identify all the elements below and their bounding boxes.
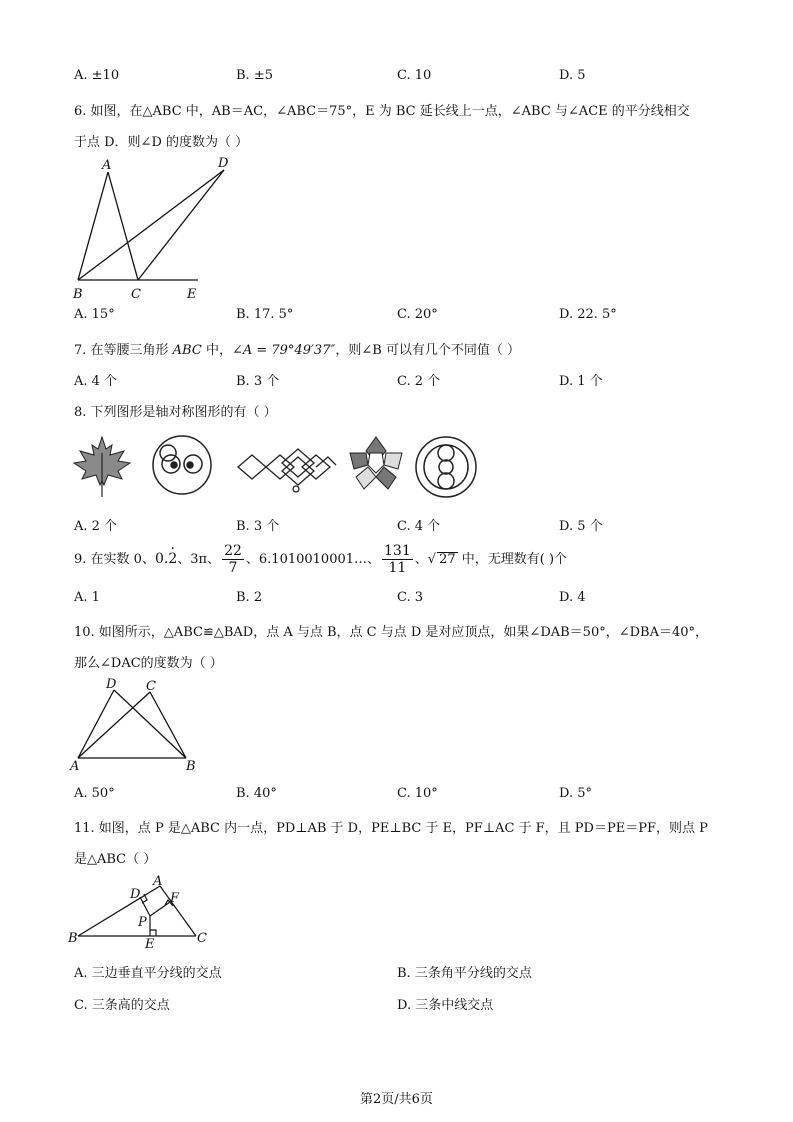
q6-triangle-figure [70,152,240,304]
q6-label-c: C [131,287,141,302]
q10-label-c: C [146,679,156,694]
q7-option-b: B. 3 个 [236,374,280,389]
q11-option-b: B. 三条角平分线的交点 [397,966,532,981]
q10-label-b: B [186,759,196,774]
q7-mid: 中， [201,343,232,358]
q6-option-d: D. 22. 5° [559,307,617,322]
q7-triangle-name: ABC [172,343,202,358]
q9-option-a: A. 1 [74,590,100,605]
q6-option-b: B. 17. 5° [236,307,294,322]
q5-option-a: A. ±10 [74,68,120,83]
q9-frac2-num: 131 [384,543,411,559]
q11-option-a: A. 三边垂直平分线的交点 [74,966,222,981]
q11-option-d: D. 三条中线交点 [397,998,494,1013]
q9-sqrt-value: 27 [439,552,456,567]
q10-label-d: D [106,677,117,692]
pentagon-star-figure [350,437,402,489]
q9-decimal-int: 0. [154,551,169,567]
q6-option-a: A. 15° [74,307,115,322]
q11-label-b: B [68,931,78,946]
q8-figures [70,433,480,501]
q6-stem-line2: 于点 D．则∠D 的度数为（ ） [74,135,249,150]
q8-option-d: D. 5 个 [559,519,603,534]
q9-prefix: 9. 在实数 0、 [74,552,155,567]
owl-circle-figure [153,436,211,494]
q7-option-c: C. 2 个 [397,374,441,389]
q9-option-c: C. 3 [397,590,424,605]
q7-stem [74,339,520,358]
q9-fraction-131-11 [382,543,413,576]
q6-stem-line1: 6. 如图，在△ABC 中，AB＝AC，∠ABC＝75°，E 为 BC 延长线上一点，∠ABC 与∠ACE 的平分线相交 [74,104,690,119]
q9-frac1-num: 22 [224,543,242,559]
q8-option-a: A. 2 个 [74,519,118,534]
q9-sqrt: √ 27 [427,552,456,567]
q10-option-b: B. 40° [236,786,277,801]
q11-stem-line2: 是△ABC（ ） [74,852,157,867]
q8-stem: 8. 下列图形是轴对称图形的有（ ） [74,405,277,420]
q9-stem [74,540,567,579]
q6-option-c: C. 20° [397,307,438,322]
q7-option-d: D. 1 个 [559,374,603,389]
q9-option-b: B. 2 [236,590,263,605]
q10-option-a: A. 50° [74,786,115,801]
q10-label-a: A [70,759,80,774]
q11-label-a: A [153,874,163,889]
q6-label-a: A [102,158,112,173]
q7-option-a: A. 4 个 [74,374,118,389]
q9-decimal-repeat: 2 · [168,540,177,578]
nested-circles-figure [416,437,476,497]
page-footer: 第2页/共6页 [360,1092,433,1107]
q10-stem-line1: 10. 如图所示，△ABC≌△BAD，点 A 与点 B，点 C 与点 D 是对应顶点，如果∠DAB＝50°，∠DBA＝40°， [74,625,709,640]
q9-option-d: D. 4 [559,590,586,605]
q10-option-d: D. 5° [559,786,592,801]
q7-suffix: ，则∠B 可以有几个不同值（ ） [335,343,521,358]
q10-triangles-figure [68,674,208,774]
maple-leaf-figure [74,437,130,497]
q7-prefix: 7. 在等腰三角形 [74,343,173,358]
q9-sep1: 、3π、 [177,552,221,567]
q11-label-d: D [130,887,141,902]
q6-label-b: B [73,287,83,302]
q9-sep2: 、6.1010010001…、 [245,552,381,567]
q9-frac2-den: 11 [388,560,407,576]
q11-label-e: E [145,937,155,950]
q9-fraction-22-7 [222,543,244,576]
q11-label-f: F [170,891,180,906]
q5-option-b: B. ±5 [236,68,273,83]
q11-label-p: P [138,915,147,930]
q6-label-e: E [187,287,197,302]
q5-option-c: C. 10 [397,68,432,83]
knot-pattern-figure [238,449,336,492]
q6-label-d: D [218,156,229,171]
q8-option-b: B. 3 个 [236,519,280,534]
q9-repeating-decimal [155,551,177,567]
q8-option-c: C. 4 个 [397,519,441,534]
q11-label-c: C [197,931,207,946]
q9-suffix: 中，无理数有( )个 [457,552,568,567]
q9-frac1-den: 7 [228,560,238,576]
q9-sep3: 、 [414,552,428,567]
q10-stem-line2: 那么∠DAC的度数为（ ） [74,656,223,671]
q5-option-d: D. 5 [559,68,586,83]
q11-triangle-figure [66,872,226,950]
q11-option-c: C. 三条高的交点 [74,998,170,1013]
q7-angle-expression: ∠A = 79°49′37″ [231,343,336,358]
q10-option-c: C. 10° [397,786,438,801]
q11-stem-line1: 11. 如图，点 P 是△ABC 内一点，PD⊥AB 于 D，PE⊥BC 于 E，PF⊥AC 于 F，且 PD＝PE＝PF，则点 P [74,821,708,836]
